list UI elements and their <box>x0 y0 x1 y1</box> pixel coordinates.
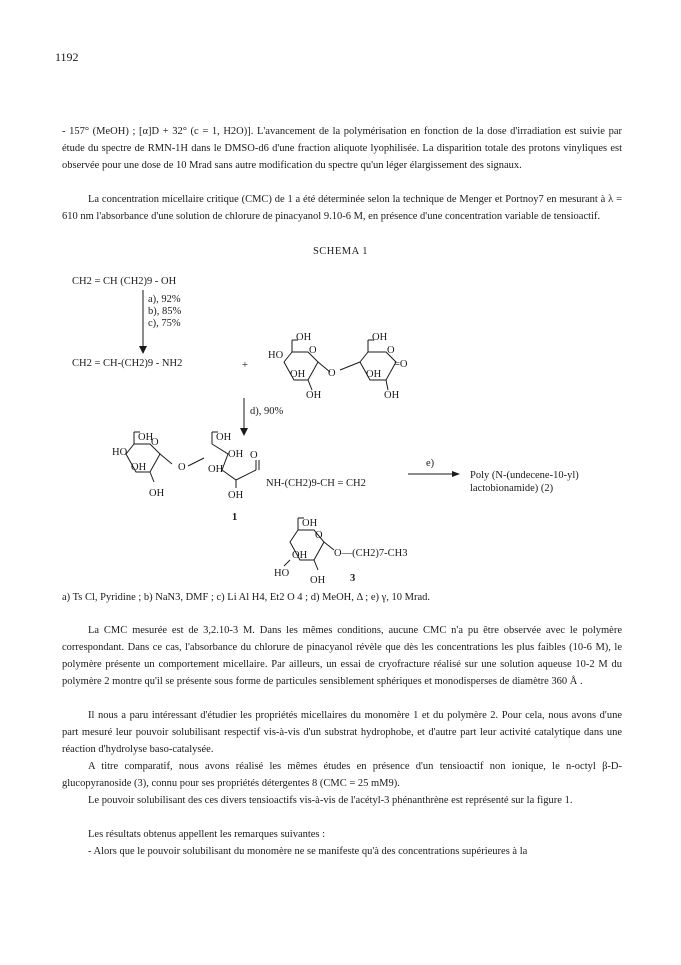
c1-oh-4: OH <box>208 464 224 475</box>
page-number: 1192 <box>55 50 79 64</box>
lactone-galactose-ring <box>284 340 330 390</box>
ho-4: HO <box>268 350 284 361</box>
scheme-title: SCHEMA 1 <box>312 246 369 257</box>
step-e: e) <box>426 458 435 469</box>
ring-oxygen-2: O <box>387 345 395 356</box>
c1-amide-oxygen: O <box>250 450 258 461</box>
c1-oh-6b: OH <box>216 432 232 443</box>
c1-glyco-oxygen: O <box>178 462 186 473</box>
oh-6: OH <box>296 332 312 343</box>
compound-label-1: 1 <box>232 512 238 523</box>
c1-amide-chain: NH-(CH2)9-CH = CH2 <box>266 478 366 489</box>
c1-oh-2: OH <box>149 488 165 499</box>
paragraph-micellar-properties: Il nous a paru intéressant d'étudier les propriétés micellaires du monomère 1 et du polymère 2. Pour cela, nous avons d'une part mesuré leur pouvoir solubilisant respectif vis-à-vis d'un substrat hydrophobe, et d'autre part leur activité catalytique dans une réaction d'hydrolyse baso-catalysée. <box>62 710 622 755</box>
compound-label-3: 3 <box>350 573 356 584</box>
polymer-name-line1: Poly (N-(undecene-10-yl) <box>470 470 579 481</box>
c3-octyl-chain: O—(CH2)7-CH3 <box>334 548 408 559</box>
c1-oh-2b: OH <box>228 490 244 501</box>
arrow-abc-head <box>139 346 147 354</box>
plus-sign: + <box>242 360 248 371</box>
step-d: d), 90% <box>250 406 284 417</box>
c1-oh-6: OH <box>138 432 154 443</box>
paragraph-cmc-results: La CMC mesurée est de 3,2.10-3 M. Dans les mêmes conditions, aucune CMC n'a pu être observée avec le polymère correspondant. Dans ce cas, l'absorbance du chlorure de pinacyanol révèle que dès les concentrations les plus faibles (10-6 M), le polymère présente un comportement micellaire. Par ailleurs, un essai de cryofracture réalisé sur une solution aqueuse 10-2 M du polymère 2 montre qu'il se présente sous forme de particules sensiblement sphériques et monodisperses de diamètre 360 Å . <box>62 625 622 687</box>
oh-6b: OH <box>372 332 388 343</box>
step-c: c), 75% <box>148 318 181 329</box>
oh-2b: OH <box>384 390 400 401</box>
oh-3: OH <box>290 369 306 380</box>
paragraph-remark-1: - Alors que le pouvoir solubilisant du monomère ne se manifeste qu'à des concentrations supérieures à la <box>88 846 528 857</box>
amine: CH2 = CH-(CH2)9 - NH2 <box>72 358 183 369</box>
scheme-caption: a) Ts Cl, Pyridine ; b) NaN3, DMF ; c) Li Al H4, Et2 O 4 ; d) MeOH, Δ ; e) γ, 10 Mrad. <box>62 592 431 603</box>
c3-oh-2: OH <box>310 575 326 586</box>
c3-oh-3: OH <box>292 550 308 561</box>
c3-ho-4: HO <box>274 568 290 579</box>
arrow-d-head <box>240 428 248 436</box>
arrow-e-head <box>452 471 460 477</box>
step-b: b), 85% <box>148 306 182 317</box>
c3-oh-6: OH <box>302 518 318 529</box>
paragraph-solubilising-power: Le pouvoir solubilisant des ces divers tensioactifs vis-à-vis de l'acétyl-3 phénanthrène est représenté sur la figure 1. <box>88 795 573 806</box>
c1-ho-4: HO <box>112 447 128 458</box>
oh-3b: OH <box>366 369 382 380</box>
glyco-oxygen: O <box>328 368 336 379</box>
paragraph-comparison: A titre comparatif, nous avons réalisé les mêmes études en présence d'un tensioactif non ionique, le n-octyl β-D-glucopyranoside (3), connu pour ses propriétés détergentes 8 (CMC = 25 mM9). <box>62 761 622 789</box>
ring-oxygen-1: O <box>309 345 317 356</box>
c3-ring-oxygen: O <box>315 530 323 541</box>
paragraph-remarks-intro: Les résultats obtenus appellent les remarques suivantes : <box>88 829 326 840</box>
oh-2: OH <box>306 390 322 401</box>
paragraph-polymerisation: - 157° (MeOH) ; [α]D + 32° (c = 1, H2O)]. L'avancement de la polymérisation en fonction de la dose d'irradiation est suivie par étude du spectre de RMN-1H dans le DMSO-d6 d'une fraction aliquote lyophilisée. La disparition totale des protons vinyliques est observée pour une dose de 10 Mrad sans autre modification du spectre qu'un léger élargissement des signaux. <box>62 126 622 171</box>
c1-oh-3: OH <box>131 462 147 473</box>
step-a: a), 92% <box>148 294 181 305</box>
start-alcohol: CH2 = CH (CH2)9 - OH <box>72 276 177 287</box>
c1-oh-5: OH <box>228 449 244 460</box>
polymer-name-line2: lactobionamide) (2) <box>470 483 554 494</box>
paragraph-cmc-method: La concentration micellaire critique (CMC) de 1 a été déterminée selon la technique de Menger et Portnoy7 en mesurant à λ = 610 nm l'absorbance d'une solution de chlorure de pinacyanol 9.10-6 M, en présence d'une concentration variable de tensioactif. <box>62 194 622 222</box>
c1-ring-oxygen: O <box>151 437 159 448</box>
lactone-carbonyl: =O <box>394 359 408 370</box>
